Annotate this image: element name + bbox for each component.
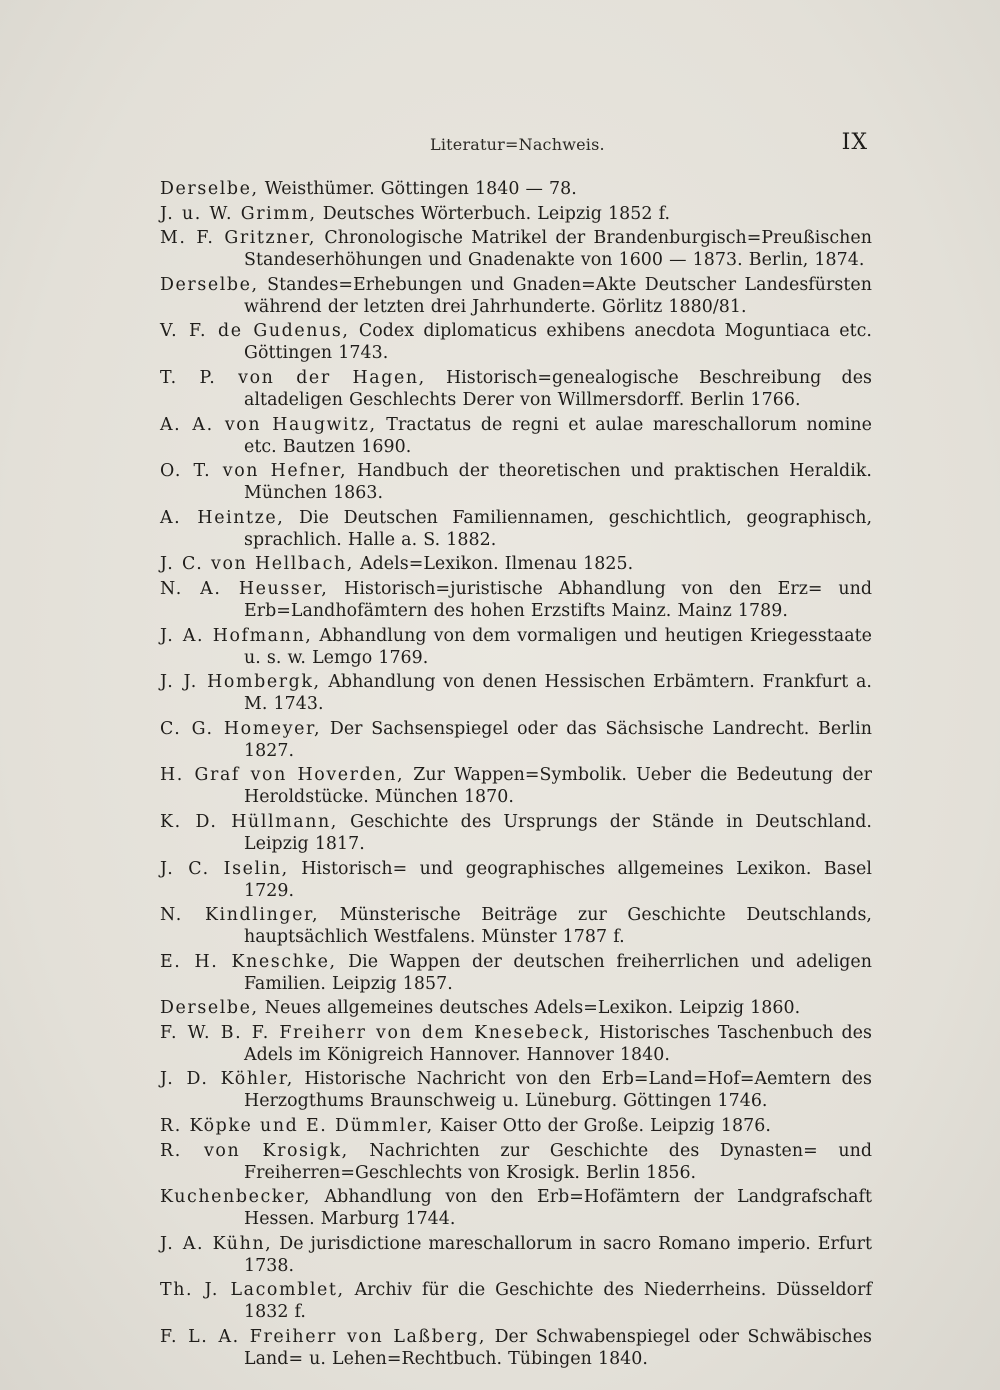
- entry-work: Geschichte des Ursprungs der Stände in Deutschland. Leipzig 1817.: [244, 811, 872, 854]
- bibliography-entry: [160, 904, 872, 948]
- bibliography-entry: [160, 367, 872, 411]
- entry-author: A. Heintze,: [160, 507, 285, 528]
- entry-work: Handbuch der theoretischen und praktischen Heraldik. München 1863.: [244, 461, 872, 504]
- bibliography-entry: [160, 178, 872, 200]
- entry-work: Historisch=juristische Abhandlung von den Erz= und Erb=Landhofämtern des hohen Erzstifts Mainz. Mainz 1789.: [244, 578, 873, 621]
- entry-author: N. A. Heusser,: [160, 578, 329, 599]
- entry-author: V. F. de Gudenus,: [160, 321, 350, 342]
- entry-author: K. D. Hüllmann,: [160, 811, 338, 832]
- entry-work: Der Schwabenspiegel oder Schwäbisches Land= u. Lehen=Rechtbuch. Tübingen 1840.: [244, 1327, 873, 1370]
- entry-work: Kaiser Otto der Große. Leipzig 1876.: [439, 1116, 771, 1137]
- entry-work: De jurisdictione mareschallorum in sacro Romano imperio. Erfurt 1738.: [244, 1233, 872, 1276]
- entry-author: E. H. Kneschke,: [160, 951, 337, 972]
- page-header: [160, 130, 870, 162]
- bibliography-entry: [160, 578, 872, 622]
- entry-work: Abhandlung von dem vormaligen und heutigen Kriegesstaate u. s. w. Lemgo 1769.: [244, 625, 872, 668]
- entry-work: Abhandlung von denen Hessischen Erbämtern. Frankfurt a. M. 1743.: [244, 672, 872, 715]
- entry-author: C. G. Homeyer,: [160, 718, 322, 739]
- bibliography-entry: [160, 858, 872, 902]
- entry-work: Standes=Erhebungen und Gnaden=Akte Deutscher Landesfürsten während der letzten drei Jahrhunderte. Görlitz 1880/81.: [244, 274, 873, 317]
- entry-author: J. C. Iselin,: [160, 858, 289, 879]
- entry-author: Th. J. Lacomblet,: [160, 1280, 345, 1301]
- entry-work: Deutsches Wörterbuch. Leipzig 1852 f.: [322, 203, 671, 224]
- bibliography-entry: [160, 320, 872, 364]
- bibliography-entry: [160, 274, 872, 318]
- entry-work: Tractatus de regni et aulae mareschallorum nomine etc. Bautzen 1690.: [244, 414, 872, 457]
- entry-author: F. W. B. F. Freiherr von dem Knesebeck,: [160, 1022, 592, 1043]
- bibliography-entry: [160, 1186, 872, 1230]
- entry-author: N. Kindlinger,: [160, 905, 320, 926]
- bibliography-entry: [160, 671, 872, 715]
- bibliography-entry: [160, 1326, 872, 1370]
- entry-work: Weisthümer. Göttingen 1840 — 78.: [264, 179, 577, 199]
- entry-author: J. u. W. Grimm,: [160, 203, 317, 224]
- entry-work: Nachrichten zur Geschichte des Dynasten= und Freiherren=Geschlechts von Krosigk. Berlin 1856.: [244, 1140, 873, 1183]
- entry-author: R. von Krosigk,: [160, 1140, 349, 1161]
- bibliography-entry: [160, 460, 872, 504]
- entry-author: Derselbe,: [160, 998, 259, 1019]
- bibliography-entry: [160, 718, 872, 762]
- entry-work: Historisch=genealogische Beschreibung des altadeligen Geschlechts Derer von Willmersdorff. Berlin 1766.: [244, 367, 873, 410]
- entry-author: J. D. Köhler,: [160, 1069, 294, 1090]
- entry-work: Die Deutschen Familiennamen, geschichtlich, geographisch, sprachlich. Halle a. S. 1882.: [244, 507, 873, 550]
- entry-author: F. L. A. Freiherr von Laßberg,: [160, 1327, 487, 1348]
- bibliography-entry: [160, 1279, 872, 1323]
- entry-author: Derselbe,: [160, 274, 259, 295]
- entry-work: Abhandlung von den Erb=Hofämtern der Landgrafschaft Hessen. Marburg 1744.: [244, 1187, 873, 1230]
- entry-work: Zur Wappen=Symbolik. Ueber die Bedeutung der Heroldstücke. München 1870.: [244, 765, 872, 808]
- entry-author: M. F. Gritzner,: [160, 228, 317, 249]
- entry-work: Der Sachsenspiegel oder das Sächsische Landrecht. Berlin 1827.: [244, 718, 872, 761]
- entry-author: J. J. Hombergk,: [160, 672, 321, 693]
- entry-work: Chronologische Matrikel der Brandenburgisch=Preußischen Standeserhöhungen und Gnadenakte von 1600 — 1873. Berlin, 1874.: [244, 228, 872, 271]
- bibliography-entry: [160, 1068, 872, 1112]
- bibliography-entry: [160, 997, 872, 1019]
- entry-author: O. T. von Hefner,: [160, 461, 348, 482]
- bibliography-entry: [160, 1115, 872, 1137]
- bibliography-entry: [160, 811, 872, 855]
- running-title: Literatur=Nachweis.: [430, 135, 605, 154]
- entry-author: J. A. Kühn,: [160, 1233, 273, 1254]
- bibliography-entry: [160, 1140, 872, 1184]
- bibliography-entry: [160, 764, 872, 808]
- entry-author: H. Graf von Hoverden,: [160, 765, 405, 786]
- entry-author: T. P. von der Hagen,: [160, 367, 426, 388]
- bibliography-list: [160, 178, 872, 1373]
- entry-author: J. C. von Hellbach,: [160, 554, 354, 575]
- entry-author: Derselbe,: [160, 179, 259, 199]
- page-number: IX: [841, 130, 868, 155]
- entry-author: Kuchenbecker,: [160, 1187, 311, 1208]
- bibliography-entry: [160, 507, 872, 551]
- bibliography-entry: [160, 414, 872, 458]
- entry-work: Historische Nachricht von den Erb=Land=Hof=Aemtern des Herzogthums Braunschweig u. Lüneburg. Göttingen 1746.: [244, 1069, 873, 1112]
- entry-work: Adels=Lexikon. Ilmenau 1825.: [359, 554, 634, 575]
- entry-author: R. Köpke und E. Dümmler,: [160, 1116, 434, 1137]
- bibliography-entry: [160, 227, 872, 271]
- entry-work: Historisches Taschenbuch des Adels im Königreich Hannover. Hannover 1840.: [244, 1022, 872, 1065]
- entry-author: J. A. Hofmann,: [160, 625, 313, 646]
- entry-work: Codex diplomaticus exhibens anecdota Moguntiaca etc. Göttingen 1743.: [244, 321, 873, 364]
- entry-author: A. A. von Haugwitz,: [160, 414, 377, 435]
- bibliography-entry: [160, 625, 872, 669]
- bibliography-entry: [160, 553, 872, 575]
- entry-work: Archiv für die Geschichte des Niederrheins. Düsseldorf 1832 f.: [244, 1280, 872, 1323]
- entry-work: Münsterische Beiträge zur Geschichte Deutschlands, hauptsächlich Westfalens. Münster 1787 f.: [244, 905, 872, 948]
- bibliography-entry: [160, 1022, 872, 1066]
- entry-work: Neues allgemeines deutsches Adels=Lexikon. Leipzig 1860.: [264, 998, 801, 1019]
- entry-work: Historisch= und geographisches allgemeines Lexikon. Basel 1729.: [244, 858, 872, 901]
- bibliography-entry: [160, 1233, 872, 1277]
- entry-work: Die Wappen der deutschen freiherrlichen und adeligen Familien. Leipzig 1857.: [244, 951, 872, 994]
- bibliography-entry: [160, 951, 872, 995]
- bibliography-entry: [160, 203, 872, 225]
